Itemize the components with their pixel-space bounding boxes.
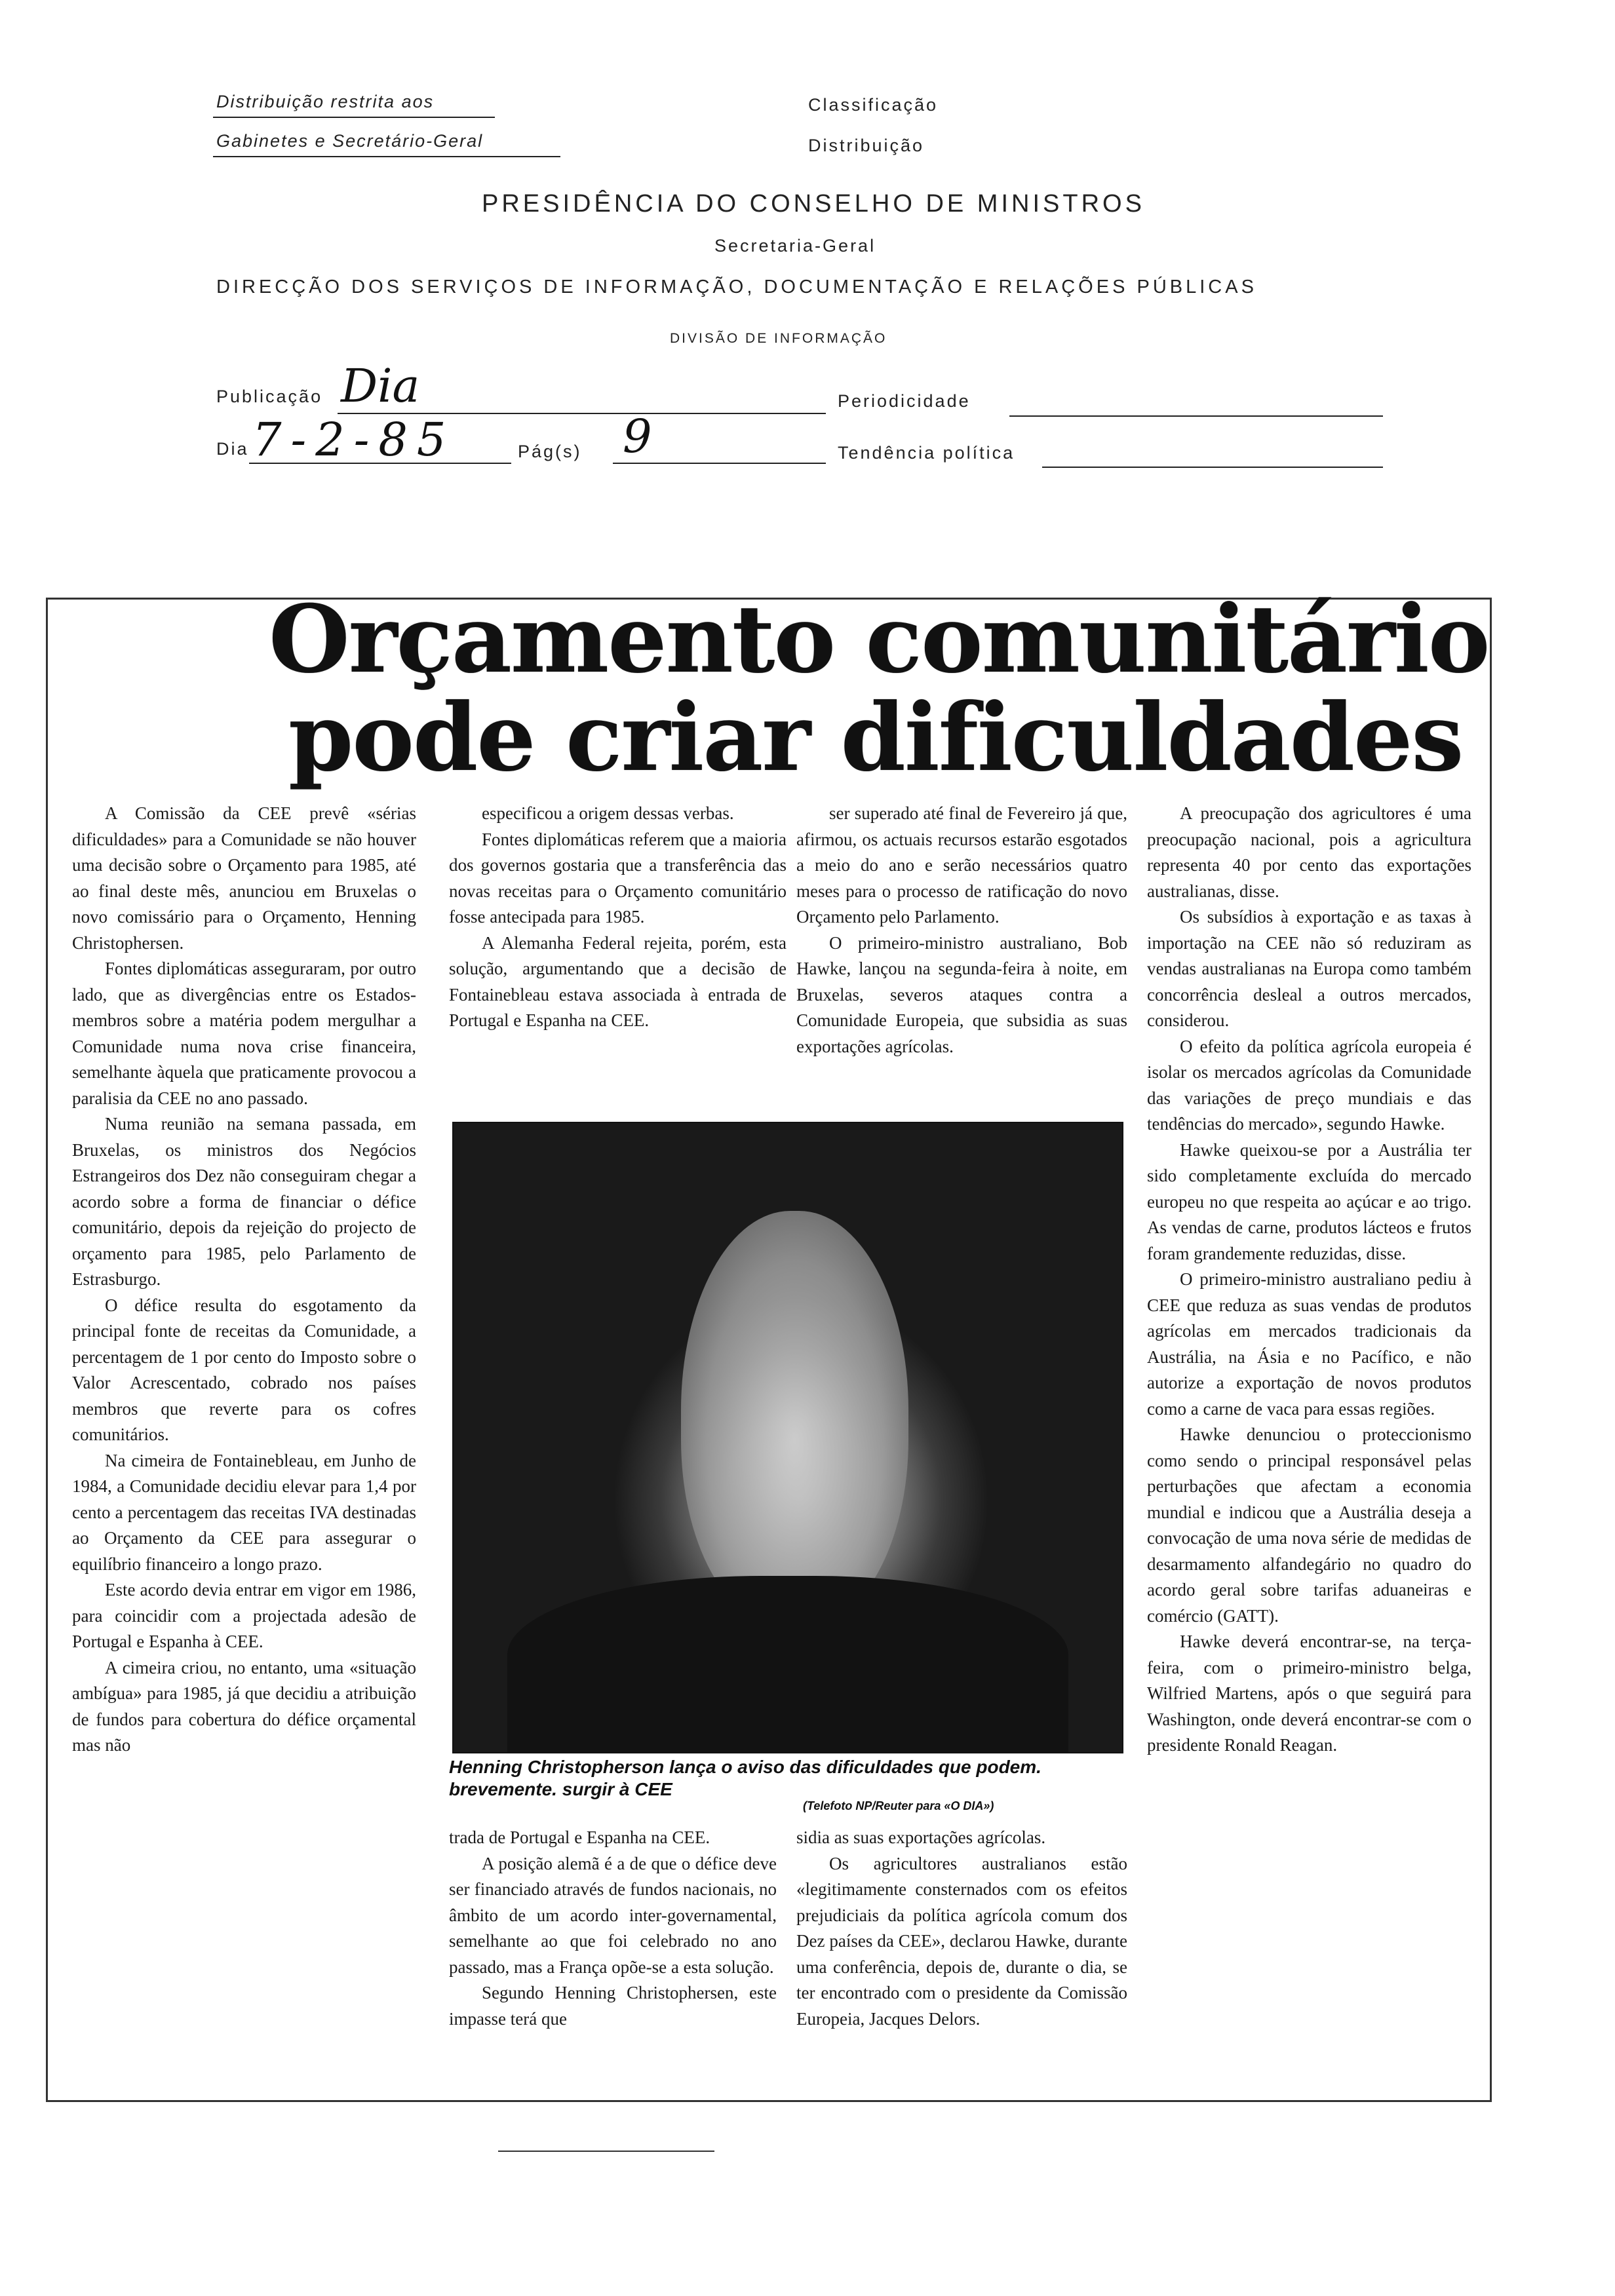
distribution-underline1 [213,117,495,118]
article-column-4 [1147,801,1471,2128]
pages-underline [613,463,826,464]
paragraph: Hawke deverá encontrar-se, na terça-feira, com o primeiro-ministro belga, Wilfried Martens, após o que seguirá para Washington, onde deverá encontrar-se com o presidente Ronald Reagan. [1147,1632,1471,1755]
pages-value: 9 [623,410,652,463]
portrait-photo [452,1122,1123,1753]
portrait-head [681,1211,908,1626]
bottom-rule [498,2151,714,2152]
article-column-2-top [449,801,787,1112]
paragraph: O primeiro-ministro australiano, Bob Hawke, lançou na segunda-feira à noite, em Bruxelas, severos ataques contra a Comunidade Europeia, que subsidia as suas exportações agrícolas. [796,932,1127,1056]
portrait-suit [507,1576,1069,1752]
paragraph: A cimeira criou, no entanto, uma «situação ambígua» para 1985, já que decidiu a atribuição de fundos para cobertura do défice orçamental mas não [72,1657,416,1755]
directorate-title: DIRECÇÃO DOS SERVIÇOS DE INFORMAÇÃO, DOCUMENTAÇÃO E RELAÇÕES PÚBLICAS [216,277,1257,297]
paragraph: Hawke denunciou o proteccionismo como sendo o principal responsável pelas perturbações que afectam a economia mundial e indicou que a Austrália deseja a convocação de uma nova série de medidas de desarmamento alfandegário no quadro do acordo geral sobre tarifas aduaneiras e comércio (GATT). [1147,1425,1471,1626]
tendency-underline [1042,467,1383,468]
publication-value: Dia [341,359,420,413]
division-title: DIVISÃO DE INFORMAÇÃO [670,331,887,346]
paragraph: Os agricultores australianos estão «legitimamente consternados com os efeitos prejudiciais da política agrícola comum dos Dez países da CEE», declarou Hawke, durante uma conferência, depois de, durante o dia, se ter encontrado com o presidente da Comissão Europeia, Jacques Delors. [796,1853,1127,2029]
paragraph: A preocupação dos agricultores é uma preocupação nacional, pois a agricultura representa 40 por cento das exportações australianas, disse. [1147,803,1471,901]
date-label: Dia [216,439,249,459]
paragraph: Na cimeira de Fontainebleau, em Junho de 1984, a Comunidade decidiu elevar para 1,4 por cento a percentagem das receitas IVA destinadas ao Orçamento da CEE para assegurar o equilíbrio financeiro a longo prazo. [72,1450,416,1574]
date-underline [249,463,511,464]
periodicity-underline [1009,415,1383,417]
paragraph: Fontes diplomáticas referem que a maioria dos governos gostaria que a transferência das novas receitas para o Orçamento comunitário fosse antecipada para 1985. [449,829,787,927]
publication-label: Publicação [216,387,323,406]
article-column-2-bottom [449,1825,777,2113]
paragraph: trada de Portugal e Espanha na CEE. [449,1827,710,1847]
paragraph: O primeiro-ministro australiano pediu à CEE que reduza as suas vendas de produtos agrícolas em mercados tradicionais da Austrália, na Ásia e no Pacífico, e não autorize a exportação de novos produtos como a carne de vaca para essas regiões. [1147,1269,1471,1419]
paragraph: O efeito da política agrícola europeia é isolar os mercados agrícolas da Comunidade das variações de preço mundiais e das tendências do mercado», segundo Hawke. [1147,1036,1471,1134]
paragraph: sidia as suas exportações agrícolas. [796,1827,1046,1847]
distribution-underline2 [213,156,560,157]
article-headline-line1: Orçamento comunitário [269,585,1489,694]
paragraph: A Alemanha Federal rejeita, porém, esta solução, argumentando que a decisão de Fontainebleau estava associada à entrada de Portugal e Espanha na CEE. [449,932,787,1030]
paragraph: Hawke queixou-se por a Austrália ter sido completamente excluída do mercado europeu no que respeita ao açúcar e ao trigo. As vendas de carne, produtos lácteos e frutos foram grandemente reduzidas, disse. [1147,1139,1471,1263]
paragraph: O défice resulta do esgotamento da principal fonte de receitas da Comunidade, a percentagem de 1 por cento do Imposto sobre o Valor Acrescentado, cobrado nos países membros que reverte para os cofres comunitários. [72,1295,416,1444]
paragraph: Os subsídios à exportação e as taxas à importação na CEE não só reduziram as vendas australianas na Europa como também concorrência desleal a outros mercados, considerou. [1147,907,1471,1030]
periodicity-label: Periodicidade [838,391,971,411]
article-column-3-bottom [796,1825,1127,2113]
paragraph: Numa reunião na semana passada, em Bruxelas, os ministros dos Negócios Estrangeiros dos Dez não conseguiram chegar a acordo sobre a forma de financiar o défice comunitário, depois da rejeição do projecto de orçamento para 1985, pelo Parlamento de Estrasburgo. [72,1114,416,1289]
classification-label: Classificação [808,95,939,115]
distribution-restricted-line1: Distribuição restrita aos [216,92,435,111]
paragraph: Este acordo devia entrar em vigor em 1986, para coincidir com a projectada adesão de Portugal e Espanha à CEE. [72,1580,416,1651]
date-value: 7-2-85 [252,413,456,467]
distribution-restricted-line2: Gabinetes e Secretário-Geral [216,131,484,151]
article-column-1 [72,801,416,2128]
presidency-title: PRESIDÊNCIA DO CONSELHO DE MINISTROS [482,190,1145,218]
secretariat-title: Secretaria-Geral [714,236,876,256]
tendency-label: Tendência política [838,443,1015,463]
pages-label: Pág(s) [518,442,582,461]
article-headline-line2: pode criar dificuldades [288,683,1463,792]
paragraph: A Comissão da CEE prevê «sérias dificuldades» para a Comunidade se não houver uma decisão sobre o Orçamento para 1985, até ao final deste mês, anunciou em Bruxelas o novo comissário para o Orçamento, Henning Christophersen. [72,803,416,953]
paragraph: A posição alemã é a de que o défice deve ser financiado através de fundos nacionais, no âmbito de um acordo inter-governamental, semelhante ao que foi celebrado no ano passado, mas a França opõe-se a esta solução. [449,1853,777,1977]
distribution-label: Distribuição [808,136,925,155]
photo-credit: (Telefoto NP/Reuter para «O DIA») [803,1799,994,1812]
article-column-3-top [796,801,1127,1112]
paragraph: Segundo Henning Christophersen, este impasse terá que [449,1983,777,2029]
paragraph: ser superado até final de Fevereiro já que, afirmou, os actuais recursos estarão esgotados a meio do ano e serão necessários quatro meses para o processo de ratificação do novo Orçamento pelo Parlamento. [796,803,1127,927]
paragraph: Fontes diplomáticas asseguraram, por outro lado, que as divergências entre os Estados-membros sobre a matéria podem mergulhar a Comunidade numa nova crise financeira, semelhante àquela que praticamente provocou a paralisia da CEE no ano passado. [72,959,416,1108]
photo-caption: Henning Christopherson lança o aviso das dificuldades que podem. brevemente. surgir à CEE [449,1757,1041,1799]
paragraph: especificou a origem dessas verbas. [482,803,734,823]
